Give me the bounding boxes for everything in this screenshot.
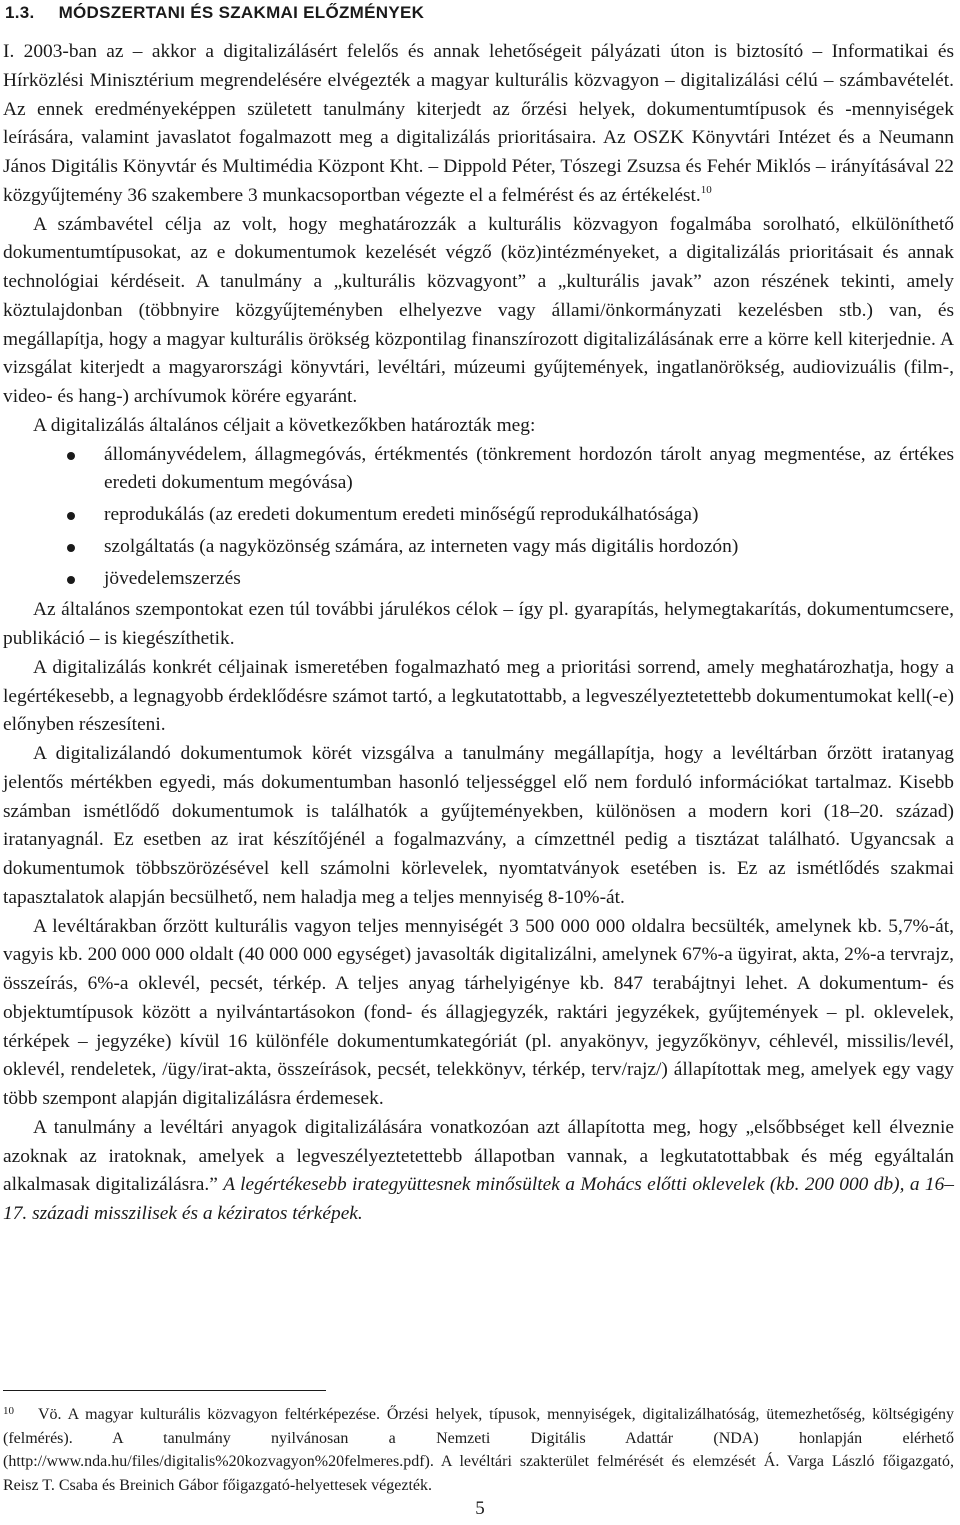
list-item — [104, 501, 954, 530]
paragraph-1 — [3, 38, 954, 211]
paragraph-4: Az általános szempontokat ezen túl további járulékos célok – így pl. gyarapítás, helymegtakarítás, dokumentumcsere, publikáció – is kiegészíthetik. — [3, 599, 954, 649]
list-item — [104, 441, 954, 499]
footnote-mark: 10 — [3, 1405, 14, 1417]
paragraph-8 — [3, 1114, 954, 1229]
footnote-divider — [3, 1390, 326, 1391]
bullet-icon — [67, 512, 75, 520]
paragraph-2: A számbavétel célja az volt, hogy meghatározzák a kulturális közvagyon fogalmába sorolható, elkülöníthető dokumentumtípusokat, az e dokumentumok kezelését végző (köz)intézményeket, a digitalizálás prioritásait és annak technológiai kérdéseit. A tanulmány a „kulturális közvagyont” a „kulturális javak” azon részének tekinti, amely köztulajdonban (többnyire közgyűjteményben elhelyezve vagy állami/önkormányzati kezelésben stb.) van, és megállapítja, hogy a magyar kulturális örökség központilag finanszírozott digitalizálásának erre a körre kell kiterjednie. A vizsgálat kiterjedt a magyarországi könyvtári, levéltári, múzeumi gyűjtemények, ingatlanörökség, audiovizuális (film-, video- és hang-) archívumok körére egyaránt. — [3, 213, 954, 407]
section-number: 1.3. — [5, 3, 35, 22]
footnote-reference[interactable]: 10 — [700, 183, 712, 196]
footnote — [3, 1403, 954, 1497]
goals-list — [3, 441, 954, 594]
paragraph-5: A digitalizálás konkrét céljainak ismeretében fogalmazható meg a prioritási sorrend, amely meghatározhatja, hogy a legértékesebb, a legnagyobb érdeklődésre számot tartó, a legkutatottabb, a legveszélyeztetettebb dokumentumokat kell(-e) előnyben részesíteni. — [3, 656, 954, 736]
bullet-icon — [67, 576, 75, 584]
paragraph-1-text: I. 2003-ban az – akkor a digitalizálásért felelős és annak lehetőségeit pályázati úton is biztosító – Informatikai és Hírközlési Minisztérium megrendelésére elvégezték a magyar kulturális közvagyon – digitalizálási célú – számbavételét. Az ennek eredményeképpen született tanulmány kiterjedt az őrzési helyek, dokumentumtípusok és -mennyiségek leírására, valamint javaslatot fogalmazott meg a digitalizálás prioritásaira. Az OSZK Könyvtári Intézet és a Neumann János Digitális Könyvtár és Multimédia Központ Kht. – Dippold Péter, Tószegi Zsuzsa és Fehér Miklós – irányításával 22 közgyűjtemény 36 szakembere 3 munkacsoportban végezte el a felmérést és az értékelést. — [3, 41, 954, 206]
paragraph-8-text: A tanulmány a levéltári anyagok digitalizálására vonatkozóan azt állapította meg, hogy „elsőbbséget kell élveznie azoknak az iratoknak, amelyek a legveszélyeztetettebb állapotban vannak, a legkutatottabbak és még egyáltalán alkalmasak digitalizálásra.” — [3, 1116, 954, 1196]
section-title: MÓDSZERTANI ÉS SZAKMAI ELŐZMÉNYEK — [58, 3, 425, 22]
list-item-text: reprodukálás (az eredeti dokumentum eredeti minőségű reprodukálhatósága) — [104, 504, 699, 525]
list-item-text: szolgáltatás (a nagyközönség számára, az interneten vagy más digitális hordozón) — [104, 535, 739, 557]
list-item-text: állományvédelem, állagmegóvás, értékmentés (tönkrement hordozón tárolt anyag megmentése, az értékes eredeti dokumentum megóvása) — [104, 443, 954, 494]
bullet-icon — [67, 452, 75, 460]
list-item — [104, 533, 954, 562]
list-item-text: jövedelemszerzés — [104, 567, 241, 589]
body-text — [3, 38, 954, 1229]
section-heading — [5, 3, 424, 23]
paragraph-8-italic: A legértékesebb irategyüttesnek minősültek a Mohács előtti oklevelek (kb. 200 000 db), a 16–17. századi misszilisek és a kéziratos térképek. — [3, 1174, 954, 1224]
page-number: 5 — [475, 1498, 485, 1519]
list-item — [104, 565, 954, 594]
bullet-icon — [67, 544, 75, 552]
footnote-text: Vö. A magyar kulturális közvagyon feltérképezése. Őrzési helyek, típusok, mennyiségek, digitalizálhatóság, ütemezhetőség, költségigény (felmérés). A tanulmány nyilvánosan a Nemzeti Digitális Adattár (NDA) honlapján elérhető (http://www.nda.hu/files/digitalis%20kozvagyon%20felmeres.pdf). A levéltári szakterület felmérését és elemzését Á. Varga László főigazgató, Reisz T. Csaba és Breinich Gábor főigazgató-helyettesek végezték. — [3, 1406, 954, 1494]
paragraph-3: A digitalizálás általános céljait a következőkben határozták meg: — [33, 414, 536, 436]
paragraph-7: A levéltárakban őrzött kulturális vagyon teljes mennyiségét 3 500 000 000 oldalra becsülték, amelynek kb. 5,7%-át, vagyis kb. 200 000 000 oldalt (40 000 000 egységet) javasolták digitalizálni, amelynek 67%-a ügyirat, akta, 2%-a tervrajz, összeírás, 6%-a oklevél, pecsét, térkép. A teljes anyag tárhelyigénye kb. 847 terabájtnyi lehet. A dokumentum- és objektumtípusok között a nyilvántartásokon (fond- és állagjegyzék, raktári jegyzékek, gyűjtemények – pl. oklevelek, térképek – jegyzéke) kívül 16 különféle dokumentumkategóriát (pl. anyakönyv, jegyzőkönyv, céhlevél, missilis/levél, oklevél, rendeletek, /ügy/irat-akta, összeírások, pecsét, telekkönyv, térkép, terv/rajz/) állapítottak meg, amelyek egy vagy több szempont alapján digitalizálásra érdemesek. — [3, 915, 954, 1109]
paragraph-6: A digitalizálandó dokumentumok körét vizsgálva a tanulmány megállapítja, hogy a levéltárban őrzött iratanyag jelentős mértékben egyedi, más dokumentumban hasonló teljességgel elő nem forduló információkat tartalmaz. Kisebb számban ismétlődő dokumentumok is találhatók a gyűjteményekben, különösen a modern kori (18–20. század) iratanyagnál. Ez esetben az irat készítőjénél a fogalmazvány, a címzettnél pedig a tisztázat található. Ugyancsak a dokumentumok többszörözésével kell számolni körlevelek, nyomtatványok esetében is. Ez az ismétlődés szakmai tapasztalatok alapján becsülhető, nem haladja meg a teljes mennyiség 8-10%-át. — [3, 743, 954, 908]
